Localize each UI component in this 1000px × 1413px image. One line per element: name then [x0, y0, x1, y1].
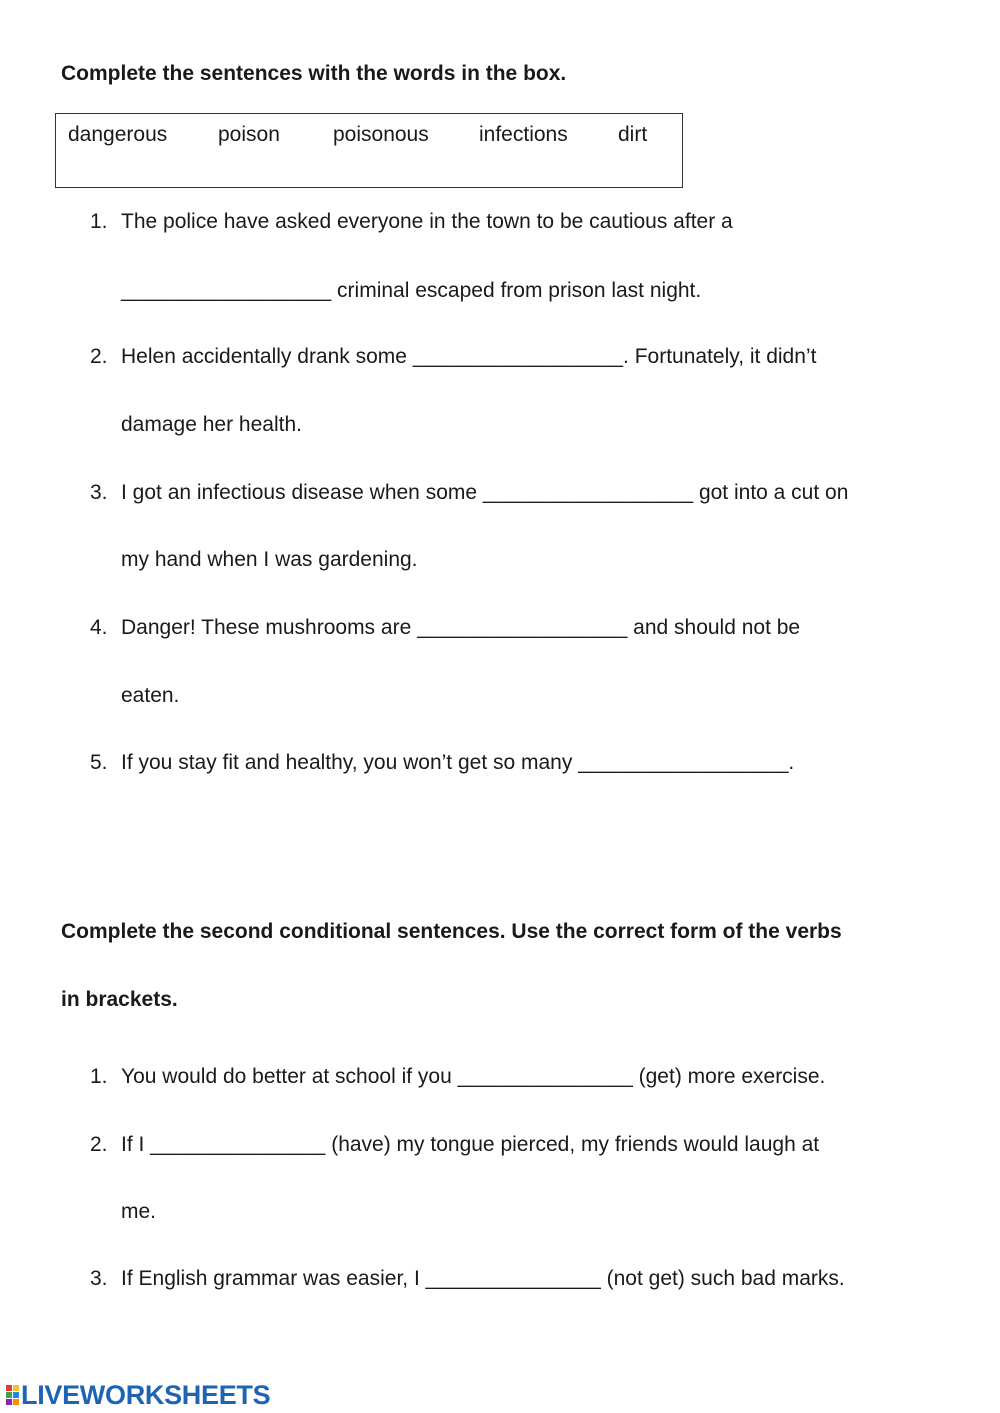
- exercise-1-question-1: [90, 210, 733, 234]
- question-text: I got an infectious disease when some __________________ got into a cut on: [121, 481, 849, 504]
- question-text-continued: __________________ criminal escaped from prison last night.: [121, 279, 702, 302]
- exercise-2-heading-continued: in brackets.: [61, 988, 178, 1011]
- question-text: You would do better at school if you _______________ (get) more exercise.: [121, 1065, 826, 1088]
- word-box: [55, 113, 683, 188]
- question-text-continued: my hand when I was gardening.: [121, 548, 418, 571]
- question-text: If English grammar was easier, I _______________ (not get) such bad marks.: [121, 1267, 845, 1290]
- word-box-item: dangerous: [68, 123, 168, 146]
- exercise-1-question-2: [90, 345, 816, 369]
- question-number: 1.: [90, 210, 108, 233]
- logo-text: LIVEWORKSHEETS: [21, 1379, 271, 1410]
- word-box-item: poison: [218, 123, 280, 146]
- question-text: If I _______________ (have) my tongue pierced, my friends would laugh at: [121, 1133, 820, 1156]
- exercise-2-question-2: [90, 1133, 819, 1157]
- exercise-1-question-4: [90, 616, 800, 640]
- question-text: The police have asked everyone in the town to be cautious after a: [121, 210, 733, 233]
- question-text: Helen accidentally drank some __________________. Fortunately, it didn’t: [121, 345, 817, 368]
- question-number: 3.: [90, 481, 108, 504]
- question-number: 2.: [90, 345, 108, 368]
- logo-square: [6, 1392, 12, 1398]
- question-text-continued: eaten.: [121, 684, 180, 707]
- question-number: 1.: [90, 1065, 108, 1088]
- exercise-2-question-3: [90, 1267, 845, 1291]
- logo-square: [6, 1399, 12, 1405]
- logo-icon: [6, 1385, 19, 1405]
- exercise-2-heading: Complete the second conditional sentences. Use the correct form of the verbs: [61, 920, 842, 943]
- logo-square: [13, 1385, 19, 1391]
- question-text-continued: damage her health.: [121, 413, 302, 436]
- question-text: If you stay fit and healthy, you won’t get so many __________________.: [121, 751, 795, 774]
- question-number: 4.: [90, 616, 108, 639]
- exercise-2-question-1: [90, 1065, 825, 1089]
- logo-square: [13, 1399, 19, 1405]
- question-number: 5.: [90, 751, 108, 774]
- logo-square: [13, 1392, 19, 1398]
- exercise-1-question-5: [90, 751, 794, 775]
- liveworksheets-logo[interactable]: [6, 1380, 270, 1410]
- question-number: 2.: [90, 1133, 108, 1156]
- logo-square: [6, 1385, 12, 1391]
- question-text-continued: me.: [121, 1200, 157, 1223]
- word-box-item: dirt: [618, 123, 648, 146]
- question-text: Danger! These mushrooms are __________________ and should not be: [121, 616, 801, 639]
- word-box-item: infections: [479, 123, 568, 146]
- exercise-1-question-3: [90, 481, 848, 505]
- question-number: 3.: [90, 1267, 108, 1290]
- word-box-item: poisonous: [333, 123, 429, 146]
- exercise-1-heading: Complete the sentences with the words in the box.: [61, 62, 567, 85]
